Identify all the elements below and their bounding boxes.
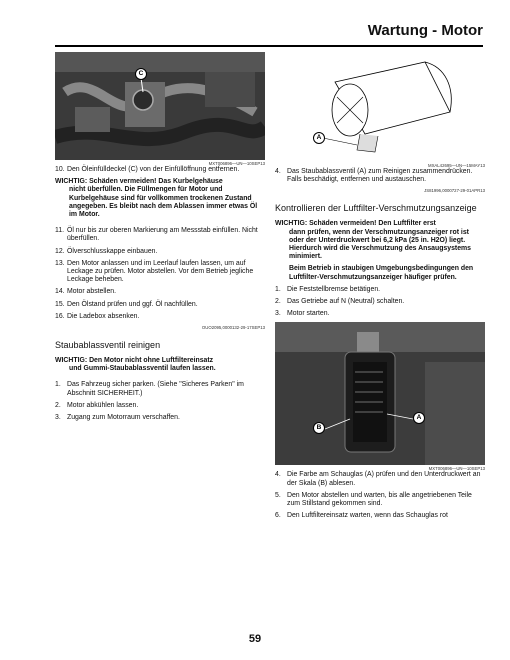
list-item: 14. Motor abstellen. <box>55 288 117 296</box>
page-number: 59 <box>248 633 262 645</box>
left-column <box>55 52 265 426</box>
list-item: 3. Zugang zum Motorraum verschaffen. <box>55 414 180 422</box>
warning-crankcase: WICHTIG: Schäden vermeiden! Das Kurbelgehäuse nicht überfüllen. Die Füllmengen für Motor und Kurbelgehäuse sind für vollkommen trockenen Zustand angegeben. Es bleibt nach dem Ablassen immer etwas Öl im Motor. <box>55 178 258 219</box>
list-item: 4. Die Farbe am Schauglas (A) prüfen und den Unterdruckwert an der Skala (B) ablesen. <box>275 471 481 487</box>
right-column <box>275 52 485 524</box>
reference-code: OUO2095,0000132-29-17SEP13 <box>201 325 265 331</box>
page-header <box>55 22 483 44</box>
photo-caption: MXT006896—UN—10SEP13 <box>208 161 265 166</box>
warning-filter-indicator: WICHTIG: Schäden vermeiden! Den Luftfilter erst dann prüfen, wenn der Verschmutzungsanzeiger rot ist oder der Unterdruckwert bei 6,2 kPa (25 in. H2O) liegt. Hierdurch wird die Verschmutzung des Ansaugsystems minimiert. Beim Betrieb in staubigen Umgebungsbedingungen den Luftfilter-Verschmutzungsanzeiger häufiger prüfen. <box>275 220 474 281</box>
list-item: 15. Den Ölstand prüfen und ggf. Öl nachfüllen. <box>55 300 198 308</box>
steps-list-dust-valve <box>55 381 265 422</box>
list-item: 1. Die Feststellbremse betätigen. <box>275 285 381 293</box>
restriction-indicator-illustration <box>275 322 485 465</box>
list-item: 6. Den Luftfiltereinsatz warten, wenn das Schauglas rot <box>275 512 448 520</box>
engine-oil-photo <box>55 52 265 160</box>
steps-list-oil <box>55 227 265 321</box>
callout-b: B <box>313 422 325 434</box>
list-item: 13. Den Motor anlassen und im Leerlauf laufen lassen, um auf Leckage zu prüfen. Motor abstellen. Vor dem Betrieb jegliche Leckage beheben. <box>55 259 254 284</box>
air-filter-drawing <box>275 52 485 162</box>
list-item: 2. Motor abkühlen lassen. <box>55 401 139 409</box>
list-item: 5. Den Motor abstellen und warten, bis alle angetriebenen Teile zum Stillstand gekommen sind. <box>275 491 472 508</box>
step-4-dust-valve: 4. Das Staubablassventil (A) zum Reinigen zusammendrücken. Falls beschädigt, entfernen und austauschen. <box>275 168 473 184</box>
page-title: Wartung - Motor <box>367 22 483 39</box>
warning-air-filter: WICHTIG: Den Motor nicht ohne Luftfiltereinsatz und Gummi-Staubablassventil laufen lassen. <box>55 357 216 373</box>
list-item: 3. Motor starten. <box>275 310 330 318</box>
engine-oil-illustration <box>55 52 265 160</box>
list-item: 2. Das Getriebe auf N (Neutral) schalten. <box>275 298 405 306</box>
photo-caption: MXT006896—UN—10SEP13 <box>428 466 485 472</box>
callout-c: C <box>135 68 147 80</box>
reference-code: JS81996,0000727-29-01APR13 <box>424 188 485 194</box>
indicator-photo <box>275 322 485 465</box>
steps-list-indicator <box>275 286 485 319</box>
section-heading-filter-indicator: Kontrollieren der Luftfilter-Verschmutzungsanzeige <box>275 203 477 214</box>
callout-a: A <box>413 412 425 424</box>
step-10: 10. Den Öleinfülldeckel (C) von der Einfüllöffnung entfernen. <box>55 166 240 173</box>
header-rule <box>55 45 483 47</box>
list-item: 12. Ölverschlusskappe einbauen. <box>55 247 158 255</box>
section-heading-dust-valve: Staubablassventil reinigen <box>55 340 161 351</box>
list-item: 16. Die Ladebox absenken. <box>55 312 140 320</box>
list-item: 1. Das Fahrzeug sicher parken. (Siehe "Sicheres Parken" im Abschnitt SICHERHEIT.) <box>55 381 244 397</box>
list-item: 11. Öl nur bis zur oberen Markierung am Messstab einfüllen. Nicht überfüllen. <box>55 227 258 243</box>
photo-caption: MXAL42695—UN—15MAY13 <box>427 163 485 168</box>
air-filter-illustration <box>275 52 485 162</box>
callout-a: A <box>313 132 325 144</box>
steps-list-indicator-check <box>275 471 485 520</box>
